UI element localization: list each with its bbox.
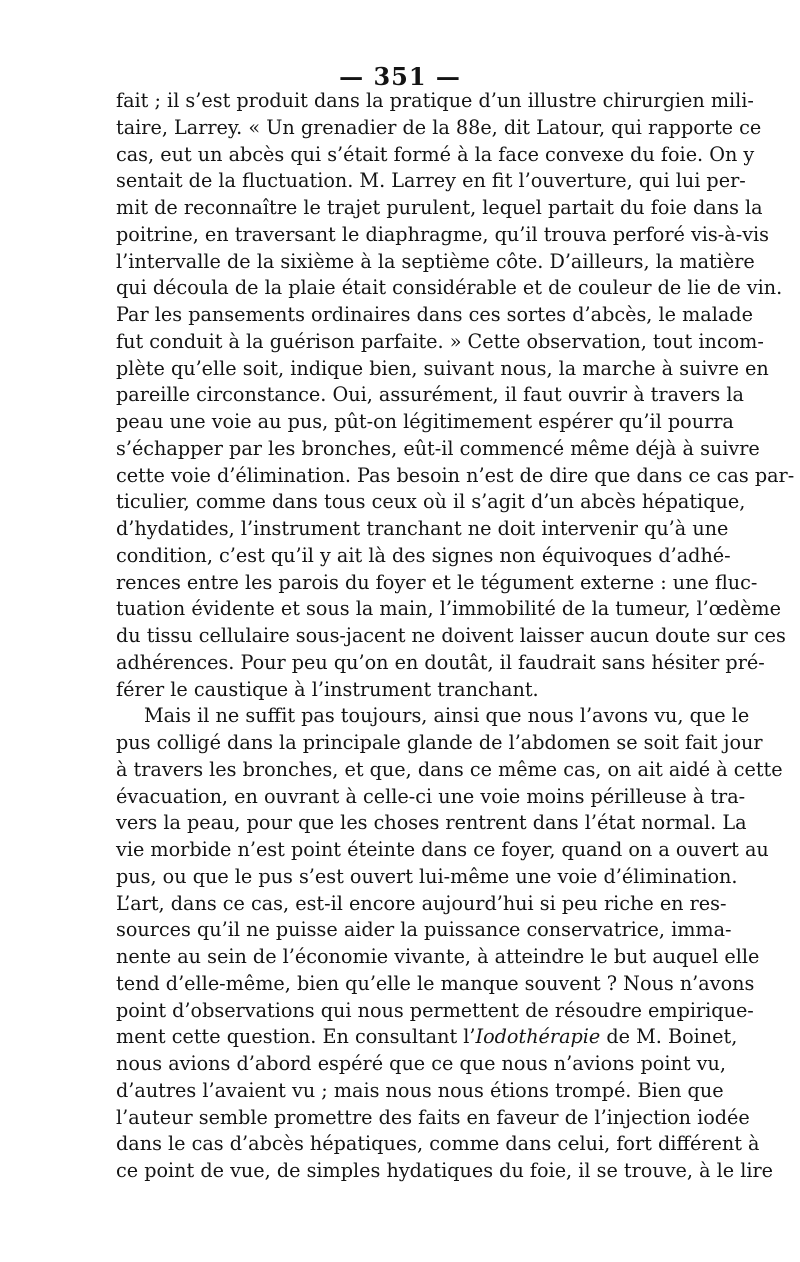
text-line: peau une voie au pus, pût-on légitimement espérer qu’il pourra (116, 410, 734, 433)
text-line: qui découla de la plaie était considérable et de couleur de lie de vin. (116, 276, 783, 300)
text-line: rences entre les parois du foyer et le tégument externe : une fluc- (116, 570, 758, 594)
text-line: d’autres l’avaient vu ; mais nous nous étions trompé. Bien que (116, 1078, 724, 1102)
text-line: pareille circonstance. Oui, assurément, il faut ouvrir à travers la (116, 383, 744, 407)
text-line: d’hydatides, l’instrument tranchant ne doit intervenir qu’à une (116, 517, 729, 540)
text-line: fut conduit à la guérison parfaite. » Cette observation, tout incom- (116, 329, 764, 353)
text-line: l’intervalle de la sixième à la septième côte. D’ailleurs, la matière (116, 249, 755, 273)
text-line: ce point de vue, de simples hydatiques du foie, il se trouve, à le lire (116, 1159, 774, 1182)
text-line: sources qu’il ne puisse aider la puissance conservatrice, imma- (116, 918, 732, 942)
text-line: condition, c’est qu’il y ait là des signes non équivoques d’adhé- (116, 543, 731, 567)
text-line: pus colligé dans la principale glande de l’abdomen se soit fait jour (116, 731, 763, 754)
text-line: cette voie d’élimination. Pas besoin n’est de dire que dans ce cas par- (116, 463, 795, 487)
text-line: plète qu’elle soit, indique bien, suivant nous, la marche à suivre en (116, 356, 769, 380)
text-line: évacuation, en ouvrant à celle-ci une voie moins périlleuse à tra- (116, 784, 746, 808)
text-line: nous avions d’abord espéré que ce que nous n’avions point vu, (116, 1052, 726, 1075)
text-line: fait ; il s’est produit dans la pratique d’un illustre chirurgien mili- (116, 89, 754, 112)
text-line: pus, ou que le pus s’est ouvert lui-même une voie d’élimination. (116, 864, 738, 888)
text-line: tuation évidente et sous la main, l’immobilité de la tumeur, l’œdème (116, 597, 781, 621)
text-line: s’échapper par les bronches, eût-il commencé même déjà à suivre (116, 436, 760, 460)
text-line: dans le cas d’abcès hépatiques, comme dans celui, fort différent à (116, 1132, 760, 1156)
text-line: vers la peau, pour que les choses rentrent dans l’état normal. La (116, 811, 747, 835)
paragraph (116, 703, 783, 1185)
text-line: L’art, dans ce cas, est-il encore aujourd’hui si peu riche en res- (116, 891, 727, 915)
text-line: taire, Larrey. « Un grenadier de la 88e, dit Latour, qui rapporte ce (116, 115, 762, 139)
text-line: nente au sein de l’économie vivante, à atteindre le but auquel elle (116, 945, 760, 968)
text-line: cas, eut un abcès qui s’était formé à la face convexe du foie. On y (116, 142, 755, 166)
text-line: à travers les bronches, et que, dans ce même cas, on ait aidé à cette (116, 757, 783, 781)
text-line: ment cette question. En consultant l’Iodothérapie de M. Boinet, (116, 1025, 738, 1049)
text-line: sentait de la fluctuation. M. Larrey en fit l’ouverture, qui lui per- (116, 169, 746, 193)
text-line: vie morbide n’est point éteinte dans ce foyer, quand on a ouvert au (116, 838, 769, 861)
text-line: poitrine, en traversant le diaphragme, qu’il trouva perforé vis-à-vis (116, 222, 770, 246)
text-line: adhérences. Pour peu qu’on en doutât, il faudrait sans hésiter pré- (116, 650, 765, 674)
text-line: Par les pansements ordinaires dans ces sortes d’abcès, le malade (116, 303, 753, 326)
body-text (116, 88, 795, 1185)
text-line: l’auteur semble promettre des faits en faveur de l’injection iodée (116, 1105, 750, 1129)
page-number: — 351 — (339, 62, 461, 91)
paragraph (116, 88, 795, 703)
text-line: ticulier, comme dans tous ceux où il s’agit d’un abcès hépatique, (116, 490, 746, 514)
text-line: férer le caustique à l’instrument tranchant. (116, 677, 539, 701)
text-line: mit de reconnaître le trajet purulent, lequel partait du foie dans la (116, 196, 763, 219)
text-line: Mais il ne suffit pas toujours, ainsi que nous l’avons vu, que le (144, 704, 750, 728)
text-line: point d’observations qui nous permettent de résoudre empirique- (116, 998, 754, 1022)
book-title-italic: Iodothérapie (475, 1025, 601, 1049)
text-line: du tissu cellulaire sous-jacent ne doivent laisser aucun doute sur ces (116, 624, 786, 647)
text-line: tend d’elle-même, bien qu’elle le manque souvent ? Nous n’avons (116, 971, 755, 995)
